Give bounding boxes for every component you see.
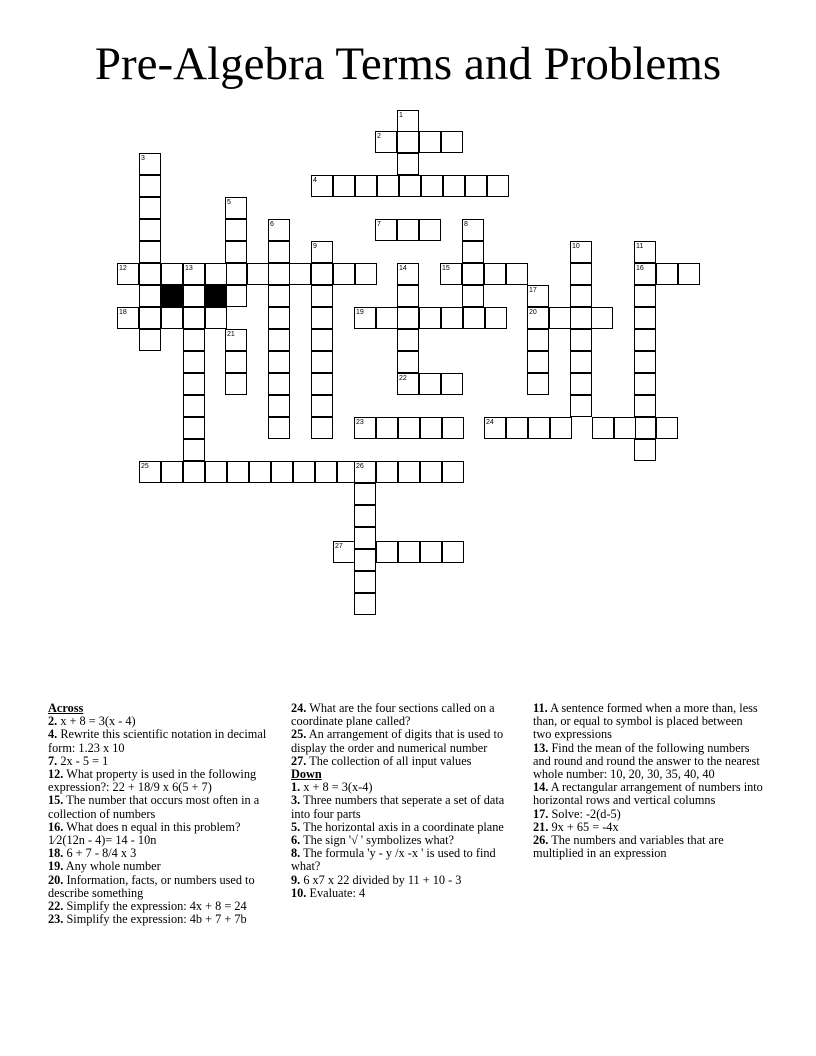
cell-number: 11 bbox=[636, 243, 644, 250]
clue-text: Find the mean of the following numbers and round and round the answer to the nearest whole number: 10, 20, 30, 35, 40, 40 bbox=[533, 740, 760, 782]
grid-cell[interactable] bbox=[550, 417, 572, 439]
grid-cell[interactable] bbox=[570, 241, 592, 263]
clue-number: 7. bbox=[48, 753, 58, 768]
grid-cell[interactable] bbox=[161, 307, 183, 329]
down-clue bbox=[291, 794, 521, 820]
grid-cell[interactable] bbox=[634, 263, 656, 285]
cell-number: 24 bbox=[486, 419, 494, 426]
across-clue bbox=[48, 794, 276, 820]
clue-text: Information, facts, or numbers used to describe something bbox=[48, 872, 255, 900]
grid-cell[interactable] bbox=[634, 241, 656, 263]
cell-number: 7 bbox=[377, 221, 381, 228]
grid-cell[interactable] bbox=[139, 461, 161, 483]
grid-cell[interactable] bbox=[139, 219, 161, 241]
grid-cell[interactable] bbox=[634, 285, 656, 307]
grid-cell[interactable] bbox=[183, 417, 205, 439]
cell-number: 9 bbox=[313, 243, 317, 250]
grid-cell[interactable] bbox=[549, 307, 571, 329]
cell-number: 5 bbox=[227, 199, 231, 206]
grid-cell[interactable] bbox=[268, 351, 290, 373]
grid-cell[interactable] bbox=[528, 417, 550, 439]
grid-cell[interactable] bbox=[397, 153, 419, 175]
grid-cell[interactable] bbox=[117, 263, 139, 285]
across-clue bbox=[48, 913, 276, 926]
grid-cell[interactable] bbox=[397, 329, 419, 351]
clue-number: 6. bbox=[291, 833, 301, 848]
grid-cell[interactable] bbox=[614, 417, 636, 439]
grid-cell[interactable] bbox=[634, 395, 656, 417]
clue-number: 13. bbox=[533, 740, 549, 755]
clue-text: The number that occurs most often in a collection of numbers bbox=[48, 793, 260, 821]
grid-cell[interactable] bbox=[485, 307, 507, 329]
clue-number: 4. bbox=[48, 727, 58, 742]
grid-cell[interactable] bbox=[227, 461, 249, 483]
grid-cell[interactable] bbox=[463, 307, 485, 329]
grid-cell[interactable] bbox=[397, 307, 419, 329]
grid-cell[interactable] bbox=[161, 263, 183, 285]
clue-text: Solve: -2(d-5) bbox=[551, 806, 621, 821]
grid-cell[interactable] bbox=[592, 417, 614, 439]
grid-cell[interactable] bbox=[527, 351, 549, 373]
clue-number: 15. bbox=[48, 793, 64, 808]
grid-cell[interactable] bbox=[354, 307, 376, 329]
grid-cell[interactable] bbox=[225, 219, 247, 241]
cell-number: 20 bbox=[529, 309, 537, 316]
grid-cell[interactable] bbox=[315, 461, 337, 483]
grid-cell[interactable] bbox=[570, 307, 592, 329]
grid-cell[interactable] bbox=[161, 461, 183, 483]
grid-cell[interactable] bbox=[311, 241, 333, 263]
grid-cell[interactable] bbox=[465, 175, 487, 197]
grid-cell[interactable] bbox=[462, 285, 484, 307]
grid-cell[interactable] bbox=[527, 329, 549, 351]
grid-cell[interactable] bbox=[678, 263, 700, 285]
across-clue bbox=[48, 874, 276, 900]
grid-cell[interactable] bbox=[333, 263, 355, 285]
grid-cell[interactable] bbox=[311, 395, 333, 417]
cell-number: 18 bbox=[119, 309, 127, 316]
grid-cell[interactable] bbox=[506, 417, 528, 439]
clue-text: Three numbers that seperate a set of data into four parts bbox=[291, 793, 505, 821]
down-clue bbox=[533, 834, 763, 860]
clue-text: The formula 'y - y /x -x ' is used to find what? bbox=[291, 846, 496, 874]
down-clue bbox=[533, 781, 763, 807]
grid-cell[interactable] bbox=[205, 461, 227, 483]
clue-text: 9x + 65 = -4x bbox=[551, 819, 619, 834]
grid-cell[interactable] bbox=[205, 263, 227, 285]
grid-cell[interactable] bbox=[397, 373, 419, 395]
clue-text: 2x - 5 = 1 bbox=[60, 753, 109, 768]
across-header: Across bbox=[48, 701, 84, 715]
grid-cell[interactable] bbox=[354, 549, 376, 571]
grid-cell[interactable] bbox=[377, 175, 399, 197]
grid-cell[interactable] bbox=[225, 263, 247, 285]
grid-cell[interactable] bbox=[225, 351, 247, 373]
grid-cell[interactable] bbox=[139, 153, 161, 175]
clue-number: 8. bbox=[291, 846, 301, 861]
cell-number: 27 bbox=[335, 543, 343, 550]
grid-cell[interactable] bbox=[398, 461, 420, 483]
clue-text: x + 8 = 3(x-4) bbox=[303, 780, 373, 795]
grid-cell[interactable] bbox=[591, 307, 613, 329]
cell-number: 19 bbox=[356, 309, 364, 316]
cell-number: 21 bbox=[227, 331, 235, 338]
cell-number: 1 bbox=[399, 112, 403, 119]
grid-cell[interactable] bbox=[419, 219, 441, 241]
grid-cell[interactable] bbox=[527, 285, 549, 307]
grid-cell[interactable] bbox=[354, 527, 376, 549]
grid-cell[interactable] bbox=[354, 417, 376, 439]
clue-text: A sentence formed when a more than, less than, or equal to symbol is placed between two expressions bbox=[533, 701, 758, 742]
grid-cell[interactable] bbox=[183, 351, 205, 373]
clue-text: 6 x7 x 22 divided by 11 + 10 - 3 bbox=[303, 872, 462, 887]
down-clue bbox=[533, 742, 763, 782]
grid-cell[interactable] bbox=[399, 175, 421, 197]
grid-cell[interactable] bbox=[440, 263, 462, 285]
cell-number: 10 bbox=[572, 243, 580, 250]
clues-column-2 bbox=[291, 702, 521, 900]
clue-text: Any whole number bbox=[65, 859, 161, 874]
clue-text: What are the four sections called on a coordinate plane called? bbox=[291, 701, 495, 729]
grid-cell[interactable] bbox=[311, 263, 333, 285]
grid-cell[interactable] bbox=[634, 307, 656, 329]
clue-number: 23. bbox=[48, 912, 64, 927]
grid-cell[interactable] bbox=[293, 461, 315, 483]
clue-number: 20. bbox=[48, 872, 64, 887]
across-clue bbox=[48, 768, 276, 794]
cell-number: 12 bbox=[119, 265, 127, 272]
cell-number: 15 bbox=[442, 265, 450, 272]
clues-column-1 bbox=[48, 702, 276, 926]
clue-number: 16. bbox=[48, 819, 64, 834]
grid-cell[interactable] bbox=[183, 395, 205, 417]
grid-cell[interactable] bbox=[225, 329, 247, 351]
grid-cell[interactable] bbox=[311, 307, 333, 329]
grid-cell[interactable] bbox=[442, 541, 464, 563]
clue-text: 6 + 7 - 8/4 x 3 bbox=[66, 846, 137, 861]
grid-cell[interactable] bbox=[183, 439, 205, 461]
grid-cell[interactable] bbox=[183, 285, 205, 307]
grid-cell[interactable] bbox=[225, 373, 247, 395]
grid-cell[interactable] bbox=[397, 131, 419, 153]
grid-cell[interactable] bbox=[268, 219, 290, 241]
grid-cell[interactable] bbox=[442, 461, 464, 483]
grid-cell[interactable] bbox=[656, 417, 678, 439]
clue-text: What property is used in the following expression?: 22 + 18/9 x 6(5 + 7) bbox=[48, 767, 257, 795]
cell-number: 6 bbox=[270, 221, 274, 228]
clue-number: 9. bbox=[291, 872, 301, 887]
grid-cell[interactable] bbox=[139, 197, 161, 219]
grid-cell[interactable] bbox=[420, 461, 442, 483]
grid-cell[interactable] bbox=[249, 461, 271, 483]
grid-cell[interactable] bbox=[139, 241, 161, 263]
clue-text: The numbers and variables that are multiplied in an expression bbox=[533, 833, 724, 861]
clue-text: The sign '√ ' symbolizes what? bbox=[303, 833, 454, 848]
clue-text: Simplify the expression: 4x + 8 = 24 bbox=[66, 899, 247, 914]
grid-cell[interactable] bbox=[247, 263, 269, 285]
clue-number: 1. bbox=[291, 780, 301, 795]
grid-cell[interactable] bbox=[139, 175, 161, 197]
clue-text: The collection of all input values bbox=[309, 753, 472, 768]
grid-cell[interactable] bbox=[397, 263, 419, 285]
page-title: Pre-Algebra Terms and Problems bbox=[94, 38, 722, 90]
cell-number: 25 bbox=[141, 463, 149, 470]
grid-cell[interactable] bbox=[570, 285, 592, 307]
clue-number: 2. bbox=[48, 714, 58, 729]
grid-cell[interactable] bbox=[441, 373, 463, 395]
grid-cell[interactable] bbox=[117, 307, 139, 329]
clue-number: 11. bbox=[533, 701, 548, 715]
grid-cell[interactable] bbox=[441, 131, 463, 153]
across-clue bbox=[48, 728, 276, 754]
across-clue bbox=[291, 702, 521, 728]
cell-number: 14 bbox=[399, 265, 407, 272]
across-clue bbox=[291, 755, 521, 768]
grid-cell[interactable] bbox=[462, 219, 484, 241]
clue-number: 27. bbox=[291, 753, 307, 768]
grid-cell[interactable] bbox=[311, 175, 333, 197]
grid-cell[interactable] bbox=[570, 373, 592, 395]
grid-cell[interactable] bbox=[484, 263, 506, 285]
grid-cell[interactable] bbox=[634, 351, 656, 373]
blocked-cell bbox=[161, 285, 183, 307]
grid-cell[interactable] bbox=[289, 263, 311, 285]
grid-cell[interactable] bbox=[419, 131, 441, 153]
clue-number: 21. bbox=[533, 819, 549, 834]
grid-cell[interactable] bbox=[421, 175, 443, 197]
grid-cell[interactable] bbox=[570, 329, 592, 351]
grid-cell[interactable] bbox=[375, 131, 397, 153]
grid-cell[interactable] bbox=[268, 329, 290, 351]
grid-cell[interactable] bbox=[375, 219, 397, 241]
clue-number: 19. bbox=[48, 859, 64, 874]
clue-number: 5. bbox=[291, 819, 301, 834]
grid-cell[interactable] bbox=[333, 541, 355, 563]
clue-text: x + 8 = 3(x - 4) bbox=[60, 714, 136, 729]
grid-cell[interactable] bbox=[376, 417, 398, 439]
clue-number: 26. bbox=[533, 833, 549, 848]
clue-number: 24. bbox=[291, 701, 307, 715]
grid-cell[interactable] bbox=[634, 373, 656, 395]
grid-cell[interactable] bbox=[570, 351, 592, 373]
grid-cell[interactable] bbox=[268, 263, 290, 285]
clue-text: Evaluate: 4 bbox=[309, 885, 366, 900]
cell-number: 16 bbox=[636, 265, 644, 272]
grid-cell[interactable] bbox=[268, 241, 290, 263]
clue-text: Rewrite this scientific notation in decimal form: 1.23 x 10 bbox=[48, 727, 267, 755]
grid-cell[interactable] bbox=[527, 307, 549, 329]
grid-cell[interactable] bbox=[355, 175, 377, 197]
grid-cell[interactable] bbox=[634, 439, 656, 461]
down-clue bbox=[291, 847, 521, 873]
grid-cell[interactable] bbox=[570, 395, 592, 417]
grid-cell[interactable] bbox=[506, 263, 528, 285]
grid-cell[interactable] bbox=[311, 285, 333, 307]
clue-number: 18. bbox=[48, 846, 64, 861]
grid-cell[interactable] bbox=[268, 417, 290, 439]
grid-cell[interactable] bbox=[311, 373, 333, 395]
grid-cell[interactable] bbox=[225, 285, 247, 307]
grid-cell[interactable] bbox=[183, 263, 205, 285]
grid-cell[interactable] bbox=[397, 351, 419, 373]
grid-cell[interactable] bbox=[441, 307, 463, 329]
grid-cell[interactable] bbox=[376, 541, 398, 563]
across-clue bbox=[291, 728, 521, 754]
grid-cell[interactable] bbox=[268, 307, 290, 329]
grid-cell[interactable] bbox=[139, 263, 161, 285]
grid-cell[interactable] bbox=[397, 219, 419, 241]
clue-text: The horizontal axis in a coordinate plane bbox=[303, 819, 504, 834]
grid-cell[interactable] bbox=[484, 417, 506, 439]
clue-number: 3. bbox=[291, 793, 301, 808]
clue-text: What does n equal in this problem? 1⁄2(12n - 4)= 14 - 10n bbox=[48, 819, 241, 848]
grid-cell[interactable] bbox=[354, 571, 376, 593]
down-clue bbox=[533, 702, 763, 742]
grid-cell[interactable] bbox=[397, 285, 419, 307]
cell-number: 17 bbox=[529, 287, 537, 294]
clue-number: 12. bbox=[48, 767, 64, 782]
cell-number: 23 bbox=[356, 419, 364, 426]
grid-cell[interactable] bbox=[183, 307, 205, 329]
grid-cell[interactable] bbox=[398, 541, 420, 563]
clue-number: 14. bbox=[533, 780, 549, 795]
grid-cell[interactable] bbox=[225, 241, 247, 263]
down-header: Down bbox=[291, 767, 322, 782]
grid-cell[interactable] bbox=[443, 175, 465, 197]
grid-cell[interactable] bbox=[271, 461, 293, 483]
grid-cell[interactable] bbox=[527, 373, 549, 395]
cell-number: 4 bbox=[313, 177, 317, 184]
grid-cell[interactable] bbox=[355, 263, 377, 285]
grid-cell[interactable] bbox=[183, 373, 205, 395]
grid-cell[interactable] bbox=[376, 461, 398, 483]
grid-cell[interactable] bbox=[268, 285, 290, 307]
grid-cell[interactable] bbox=[397, 110, 419, 132]
clue-number: 25. bbox=[291, 727, 307, 742]
grid-cell[interactable] bbox=[442, 417, 464, 439]
grid-cell[interactable] bbox=[656, 263, 678, 285]
grid-cell[interactable] bbox=[183, 461, 205, 483]
cell-number: 3 bbox=[141, 155, 145, 162]
grid-cell[interactable] bbox=[420, 541, 442, 563]
clue-number: 22. bbox=[48, 899, 64, 914]
grid-cell[interactable] bbox=[225, 197, 247, 219]
clue-text: A rectangular arrangement of numbers into horizontal rows and vertical columns bbox=[533, 780, 763, 808]
grid-cell[interactable] bbox=[354, 593, 376, 615]
grid-cell[interactable] bbox=[311, 351, 333, 373]
clues-column-3 bbox=[533, 702, 763, 860]
across-clue bbox=[48, 821, 276, 847]
cell-number: 13 bbox=[185, 265, 193, 272]
cell-number: 2 bbox=[377, 133, 381, 140]
grid-cell[interactable] bbox=[420, 417, 442, 439]
grid-cell[interactable] bbox=[462, 241, 484, 263]
cell-number: 22 bbox=[399, 375, 407, 382]
grid-cell[interactable] bbox=[419, 307, 441, 329]
grid-cell[interactable] bbox=[205, 307, 227, 329]
grid-cell[interactable] bbox=[634, 417, 656, 439]
grid-cell[interactable] bbox=[139, 307, 161, 329]
grid-cell[interactable] bbox=[376, 307, 398, 329]
blocked-cell bbox=[205, 285, 227, 307]
grid-cell[interactable] bbox=[311, 329, 333, 351]
grid-cell[interactable] bbox=[462, 263, 484, 285]
down-clue bbox=[291, 887, 521, 900]
clue-number: 10. bbox=[291, 885, 307, 900]
cell-number: 8 bbox=[464, 221, 468, 228]
grid-cell[interactable] bbox=[268, 395, 290, 417]
grid-cell[interactable] bbox=[311, 417, 333, 439]
grid-cell[interactable] bbox=[354, 483, 376, 505]
grid-cell[interactable] bbox=[398, 417, 420, 439]
grid-cell[interactable] bbox=[139, 285, 161, 307]
grid-cell[interactable] bbox=[634, 329, 656, 351]
cell-number: 26 bbox=[356, 463, 364, 470]
grid-cell[interactable] bbox=[333, 175, 355, 197]
grid-cell[interactable] bbox=[268, 373, 290, 395]
clue-text: An arrangement of digits that is used to display the order and numerical number bbox=[291, 727, 504, 755]
clue-text: Simplify the expression: 4b + 7 + 7b bbox=[66, 912, 247, 927]
clue-number: 17. bbox=[533, 806, 549, 821]
grid-cell[interactable] bbox=[183, 329, 205, 351]
grid-cell[interactable] bbox=[419, 373, 441, 395]
grid-cell[interactable] bbox=[139, 329, 161, 351]
grid-cell[interactable] bbox=[570, 263, 592, 285]
grid-cell[interactable] bbox=[354, 505, 376, 527]
grid-cell[interactable] bbox=[354, 461, 376, 483]
grid-cell[interactable] bbox=[487, 175, 509, 197]
